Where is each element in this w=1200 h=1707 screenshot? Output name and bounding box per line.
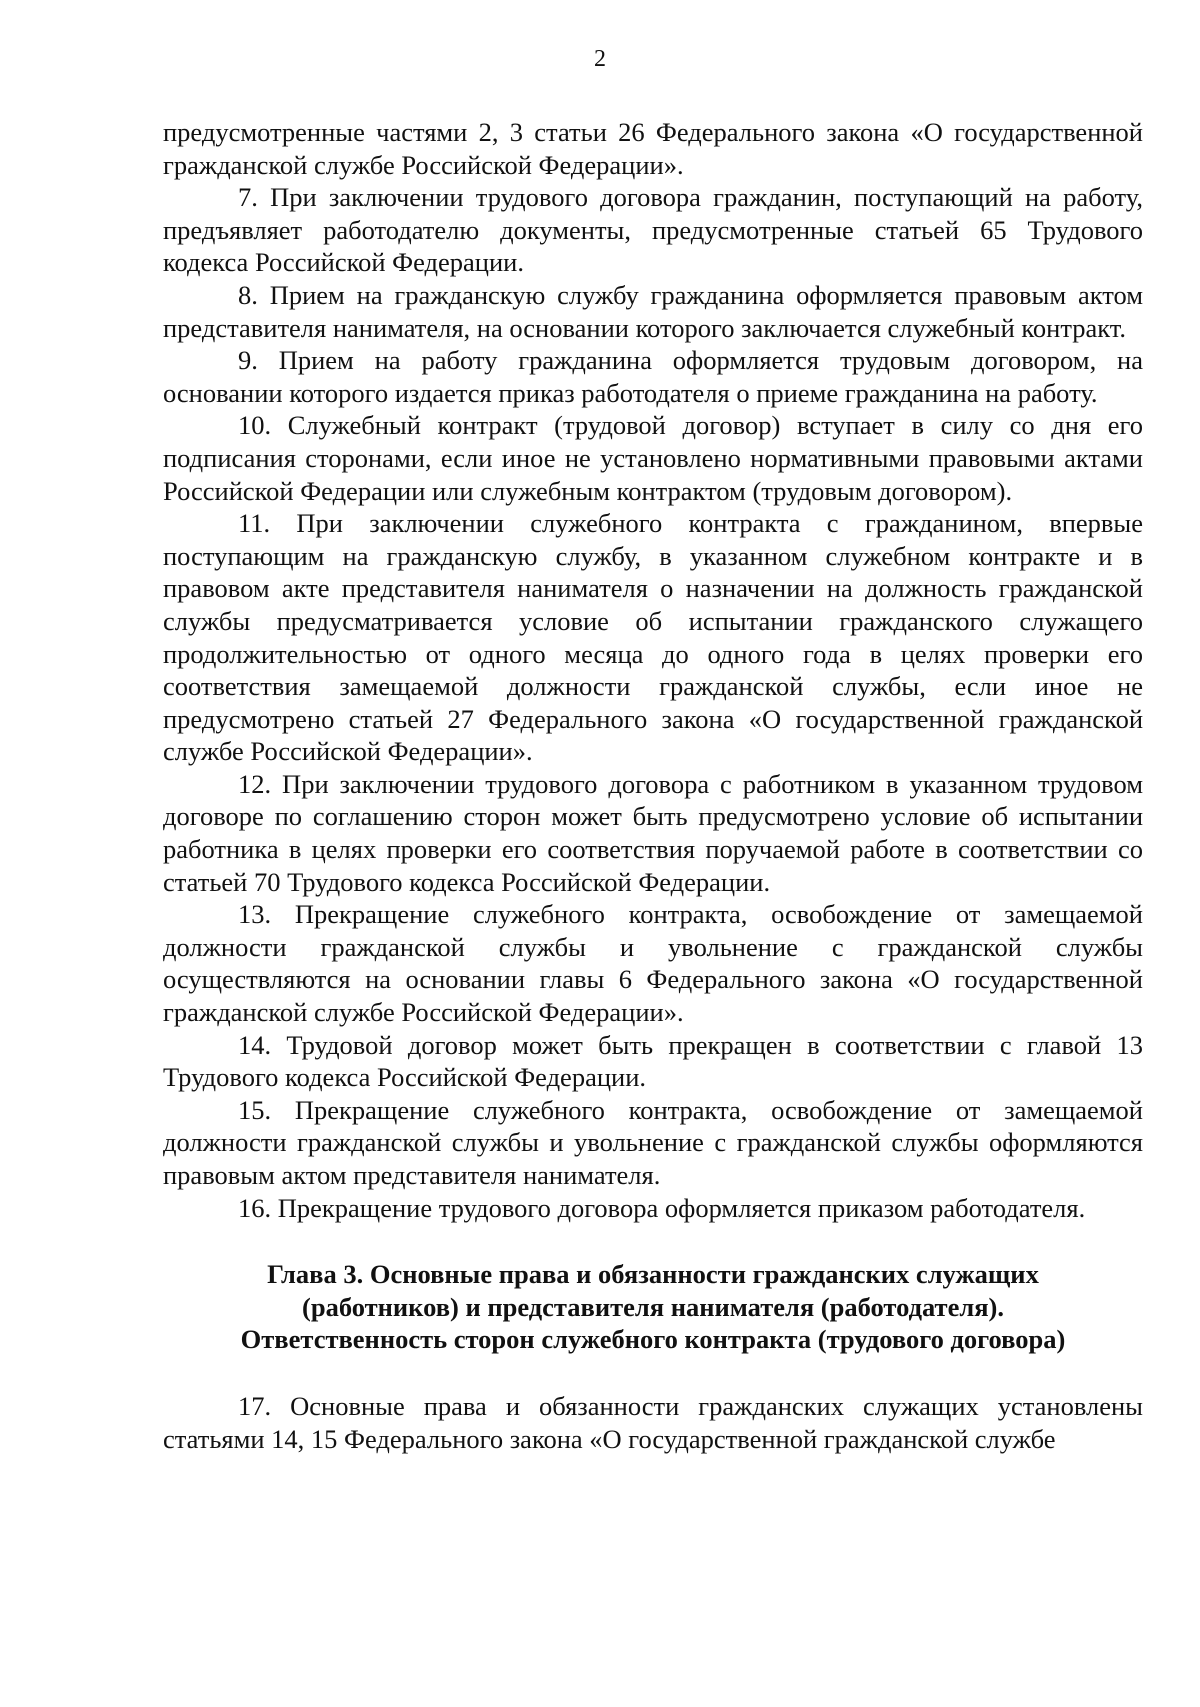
paragraph: 12. При заключении трудового договора с работником в указанном трудовом договоре по соглашению сторон может быть предусмотрено условие об испытании работника в целях проверки его соответствия поручаемой работе в соответствии со статьей 70 Трудового кодекса Российской Федерации. (163, 768, 1143, 897)
chapter-heading-line-2: (работников) и представителя нанимателя (работодателя). (302, 1291, 1004, 1322)
paragraph: 7. При заключении трудового договора гражданин, поступающий на работу, предъявляет работодателю документы, предусмотренные статьей 65 Трудового кодекса Российской Федерации. (163, 182, 1143, 278)
paragraphs-before-chapter (163, 116, 1143, 1224)
page-number: 2 (594, 46, 606, 72)
chapter-heading (163, 1258, 1143, 1356)
paragraph: 8. Прием на гражданскую службу гражданина оформляется правовым актом представителя нанимателя, на основании которого заключается служебный контракт. (163, 279, 1143, 343)
chapter-heading-line-1: Глава 3. Основные права и обязанности гражданских служащих (267, 1259, 1039, 1290)
paragraph: 17. Основные права и обязанности гражданских служащих установлены статьями 14, 15 Федерального закона «О государственной гражданской службе (163, 1390, 1143, 1454)
paragraph: 11. При заключении служебного контракта с гражданином, впервые поступающим на гражданскую службу, в указанном служебном контракте и в правовом акте представителя нанимателя о назначении на должность гражданской службы предусматривается условие об испытании гражданского служащего продолжительностью от одного месяца до одного года в целях проверки его соответствия замещаемой должности гражданской службы, если иное не предусмотрено статьей 27 Федерального закона «О государственной гражданской службе Российской Федерации». (163, 508, 1143, 767)
document-body (163, 116, 1143, 1455)
paragraph: предусмотренные частями 2, 3 статьи 26 Федерального закона «О государственной гражданской службе Российской Федерации». (163, 117, 1143, 180)
paragraphs-after-chapter (163, 1390, 1143, 1455)
paragraph: 15. Прекращение служебного контракта, освобождение от замещаемой должности гражданской службы и увольнение с гражданской службы оформляются правовым актом представителя нанимателя. (163, 1094, 1143, 1190)
paragraph: 10. Служебный контракт (трудовой договор) вступает в силу со дня его подписания сторонами, если иное не установлено нормативными правовыми актами Российской Федерации или служебным контрактом (трудовым договором). (163, 410, 1143, 506)
paragraph: 16. Прекращение трудового договора оформляется приказом работодателя. (238, 1192, 1086, 1223)
paragraph: 13. Прекращение служебного контракта, освобождение от замещаемой должности гражданской службы и увольнение с гражданской службы осуществляются на основании главы 6 Федерального закона «О государственной гражданской службе Российской Федерации». (163, 899, 1143, 1028)
paragraph: 14. Трудовой договор может быть прекращен в соответствии с главой 13 Трудового кодекса Российской Федерации. (163, 1029, 1143, 1093)
paragraph: 9. Прием на работу гражданина оформляется трудовым договором, на основании которого издается приказ работодателя о приеме гражданина на работу. (163, 345, 1143, 408)
chapter-heading-line-3: Ответственность сторон служебного контракта (трудового договора) (240, 1324, 1066, 1355)
